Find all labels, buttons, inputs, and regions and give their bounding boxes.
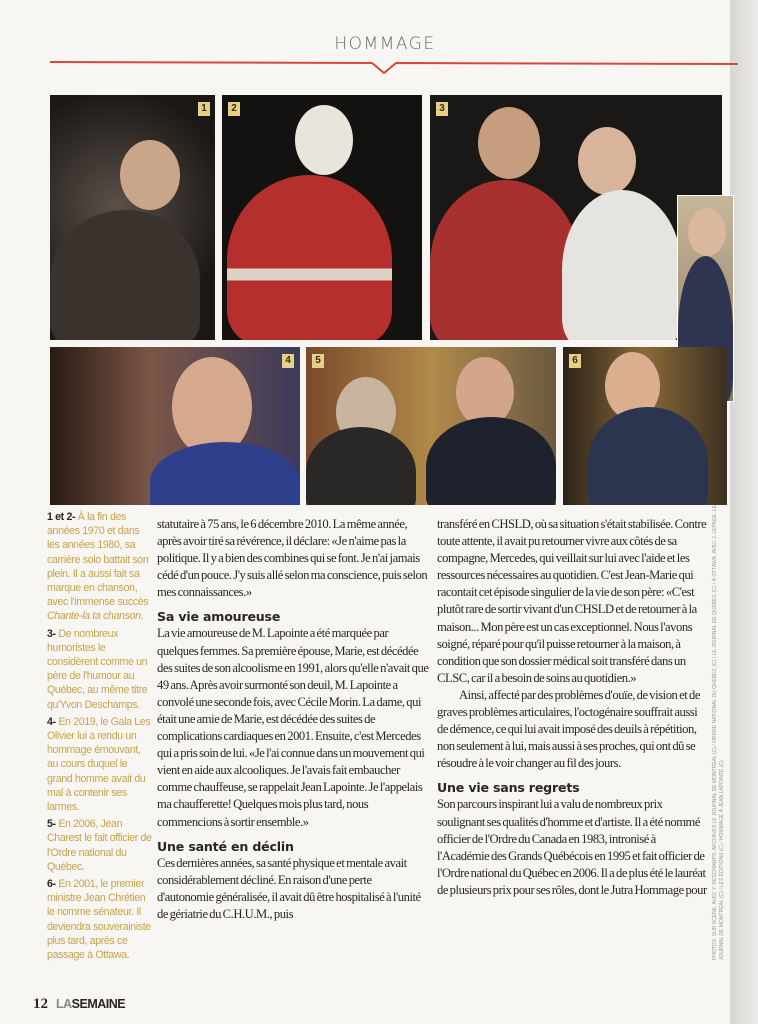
- article-column-2: [437, 516, 709, 899]
- paragraph: Ces dernières années, sa santé physique et mentale avait considérablement décliné. En raison d'une perte d'autonomie généralisée, il avait dû être hospitalisé à l'unité de gériatrie du C.H.U.M., puis: [157, 855, 421, 921]
- adjacent-page-edge: [730, 0, 758, 1024]
- caption-5: [47, 817, 154, 874]
- caption-number: 1 et 2-: [47, 511, 76, 523]
- photo-2: [222, 95, 422, 340]
- caption-text: En 2001, le premier ministre Jean Chrétien le nomme sénateur. Il deviendra souverainiste plus tard, après ce passage à Ottawa.: [47, 878, 151, 962]
- article-column-1: [157, 516, 429, 923]
- magazine-logo: [56, 997, 125, 1011]
- photo-badge: 1: [198, 102, 210, 116]
- caption-text: De nombreux humoristes le considèrent comme un père de l'humour au Québec, au même titre qu'Yvon Deschamps.: [47, 627, 148, 711]
- caption-4: [47, 715, 154, 814]
- photo-credits: PHOTOS: SUR SCÈNE, AVEC Y. DESCHAMPS: ARCHIVES LE JOURNAL DE MONTRÉAL (C) / ORDRE NATIONAL DU QUÉBEC (C) / LE JOURNAL DE QUÉBEC (C) / À OTTAWA, AVEC J. LEPAGE: LE JOURNAL DE MONTRÉAL (C) / LES ÉDITIONS (C) / HOMMAGE À JEAN LAPOINTE (C): [712, 505, 725, 960]
- caption-song-title: Chante-la ta chanson.: [47, 610, 144, 623]
- caption-number: 4-: [47, 715, 56, 728]
- subheading: Sa vie amoureuse: [157, 609, 281, 625]
- paragraph: La vie amoureuse de M. Lapointe a été marquée par quelques femmes. Sa première épouse, Marie, est décédée des suites de son alcoolisme en 1991, alors qu'elle n'avait que 49 ans. Après avoir surmonté son deuil, M. Lapointe a convolé une seconde fois, avec Cécile Morin. La dame, qui était une amie de Marie, est décédée des suites de complications cardiaques en 2001. Ensuite, c'est Mercedes qui a pris soin de lui. «Je l'ai connue dans un mouvement qui vient en aide aux alcooliques. Je l'avais fait embaucher comme chauffeuse, se rappelait Jean Lapointe. Je l'appelais ma chaufferette! Quelques mois plus tard, nous commencions à sortir ensemble.»: [157, 626, 429, 829]
- logo-la: LA: [56, 997, 72, 1011]
- logo-semaine: SEMAINE: [71, 997, 126, 1011]
- page-footer: [33, 995, 125, 1013]
- caption-3: [47, 627, 154, 712]
- photo-1: [50, 95, 215, 340]
- subheading: Une santé en déclin: [157, 838, 294, 854]
- caption-1-2: [47, 510, 154, 624]
- photo-captions: [47, 510, 154, 965]
- caption-number: 6-: [47, 878, 56, 891]
- caption-6: [47, 877, 154, 962]
- caption-text: En 2019, le Gala Les Olivier lui a rendu un hommage émouvant, au cours duquel le grand homme avait du mal à contenir ses larmes.: [47, 715, 151, 814]
- paragraph: transféré en CHSLD, où sa situation s'était stabilisée. Contre toute attente, il avait pu retourner vivre aux côtés de sa compagne, Mercedes, qui veillait sur lui avec l'aide et les ressources nécessaires au quotidien. C'est Jean-Marie qui racontait cet épisode singulier de la vie de son père: «C'est plutôt rare de sortir vivant d'un CHSLD et de retourner à la maison... Mon père est un cas exceptionnel. Nous l'avons soigné, réparé pour qu'il puisse retourner à la maison, à condition que son dossier médical soit transféré dans un CLSC, car il a besoin de soins au quotidien.»: [437, 517, 707, 685]
- section-title: HOMMAGE: [334, 34, 436, 54]
- photo-badge: 5: [312, 354, 324, 368]
- caption-text: En 2006, Jean Charest le fait officier de l'Ordre national du Québec.: [47, 818, 152, 873]
- photo-6: [563, 347, 727, 505]
- caption-number: 3-: [47, 627, 56, 640]
- photo-badge: 4: [282, 354, 294, 368]
- subheading: Une vie sans regrets: [437, 780, 580, 796]
- photo-badge: 3: [436, 102, 448, 116]
- paragraph: statutaire à 75 ans, le 6 décembre 2010. La même année, après avoir tiré sa révérence, il déclare: «Je n'aime pas la politique. Il y a bien des combines qui se font. Je n'ai jamais cédé d'un pouce. J'y suis allé selon ma conscience, puis selon mes connaissances.»: [157, 517, 428, 600]
- section-rule: [50, 60, 738, 74]
- photo-badge: 6: [569, 354, 581, 368]
- page-number: 12: [33, 996, 48, 1012]
- paragraph: Son parcours inspirant lui a valu de nombreux prix soulignant ses qualités d'homme et d'artiste. Il a été nommé officier de l'Ordre du Canada en 1983, intronisé à l'Académie des Grands Québécois en 1995 et fait officier de l'Ordre national du Québec en 2006. Il a de plus été le lauréat de plusieurs prix pour ses rôles, dont le Jutra Hommage pour: [437, 797, 707, 897]
- caption-text: À la fin des années 1970 et dans les années 1980, sa carrière solo battait son plein. Il a aussi fait sa marque en chanson, avec l'immense succès: [47, 511, 149, 609]
- caption-number: 5-: [47, 818, 56, 831]
- photo-4: [50, 347, 300, 505]
- paragraph: Ainsi, affecté par des problèmes d'ouïe, de vision et de graves problèmes articulaires, l'octogénaire souffrait aussi de démence, ce qui lui avait imposé des deuils à répétition, non seulement à lui, mais aussi à ses proches, qui ont dû se résoudre à le voir changer au fil des jours.: [437, 687, 700, 771]
- photo-badge: 2: [228, 102, 240, 116]
- photo-5: [306, 347, 556, 505]
